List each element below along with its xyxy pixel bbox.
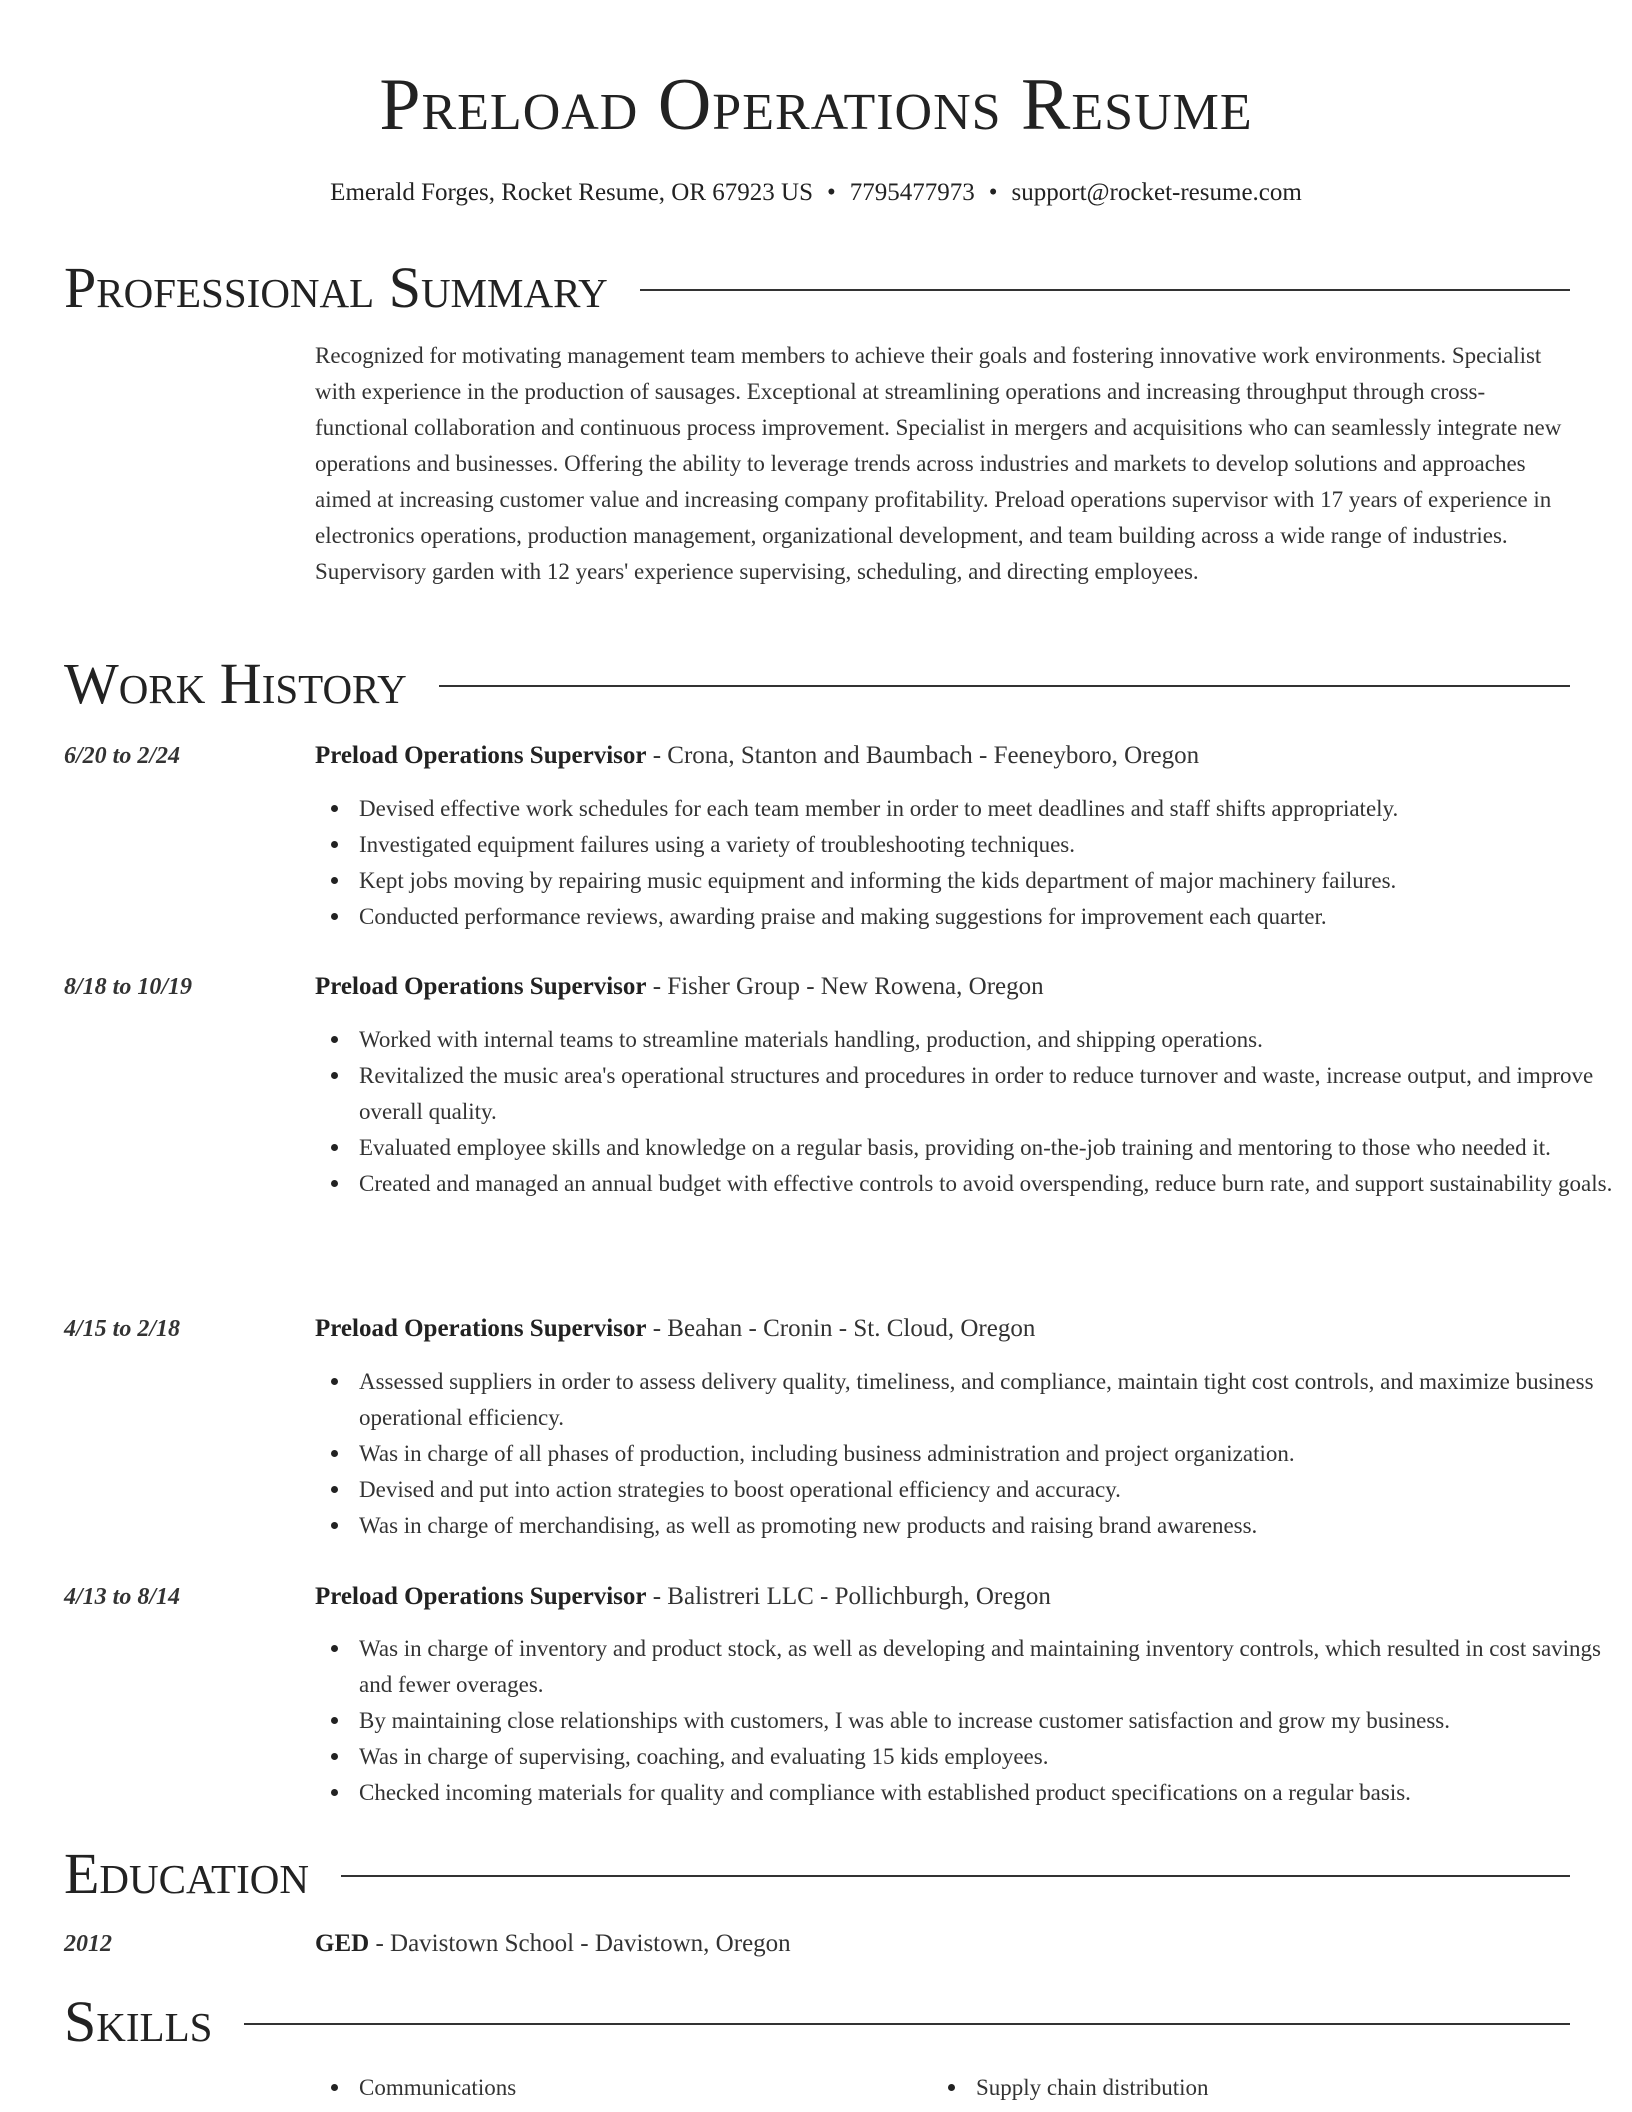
contact-line [0, 176, 1632, 210]
list-item: Created and managed an annual budget with effective controls to avoid overspending, reduce burn rate, and support sustainability goals. [359, 1166, 1614, 1202]
list-item: Conducted performance reviews, awarding praise and making suggestions for improvement each quarter. [359, 899, 1614, 935]
address: Emerald Forges, Rocket Resume, OR 67923 US [330, 179, 813, 206]
job-heading [315, 1579, 1570, 1615]
work-history-section-header [64, 649, 1570, 719]
section-divider [640, 289, 1570, 291]
job-details: - Fisher Group - New Rowena, Oregon [646, 973, 1044, 1000]
job-heading [315, 738, 1570, 774]
education-details: - Davistown School - Davistown, Oregon [369, 1930, 791, 1957]
job-details: - Balistreri LLC - Pollichburgh, Oregon [646, 1583, 1051, 1610]
job-bullets [315, 1022, 1614, 1202]
skills-column-right [932, 2070, 1536, 2106]
list-item: Evaluated employee skills and knowledge on a regular basis, providing on-the-job training and mentoring to those who needed it. [359, 1130, 1614, 1166]
job-bullets [315, 1631, 1614, 1811]
list-item: By maintaining close relationships with customers, I was able to increase customer satisfaction and grow my business. [359, 1703, 1614, 1739]
job-dates: 4/13 to 8/14 [64, 1584, 181, 1610]
job-details: - Crona, Stanton and Baumbach - Feeneyboro, Oregon [646, 742, 1200, 769]
job-title: Preload Operations Supervisor [315, 1315, 647, 1342]
list-item: Kept jobs moving by repairing music equipment and informing the kids department of major machinery failures. [359, 863, 1614, 899]
section-title: Education [64, 1841, 309, 1906]
section-divider [439, 685, 1570, 687]
section-divider [341, 1875, 1570, 1877]
skills-section-header [64, 1987, 1570, 2057]
list-item: Was in charge of merchandising, as well as promoting new products and raising brand awareness. [359, 1508, 1614, 1544]
phone: 7795477973 [849, 179, 975, 206]
list-item: Was in charge of inventory and product stock, as well as developing and maintaining inventory controls, which resulted in cost savings and fewer overages. [359, 1631, 1614, 1703]
section-title: Professional Summary [64, 255, 608, 320]
list-item: Was in charge of all phases of production, including business administration and project organization. [359, 1436, 1614, 1472]
list-item: Investigated equipment failures using a variety of troubleshooting techniques. [359, 827, 1614, 863]
skills-column-left [315, 2070, 919, 2106]
education-section-header [64, 1839, 1570, 1909]
email: support@rocket-resume.com [1011, 179, 1302, 206]
section-title: Skills [64, 1989, 213, 2054]
list-item: Communications [359, 2070, 919, 2106]
job-dates: 4/15 to 2/18 [64, 1316, 181, 1342]
job-heading [315, 969, 1570, 1005]
list-item: Devised effective work schedules for each team member in order to meet deadlines and staff shifts appropriately. [359, 791, 1614, 827]
education-year: 2012 [64, 1931, 112, 1957]
list-item: Checked incoming materials for quality and compliance with established product specifications on a regular basis. [359, 1775, 1614, 1811]
section-title: Work History [64, 651, 407, 716]
job-dates: 8/18 to 10/19 [64, 974, 193, 1000]
summary-section-header [64, 253, 1570, 323]
job-heading [315, 1311, 1570, 1347]
job-dates: 6/20 to 2/24 [64, 743, 181, 769]
resume-title: Preload Operations Resume [379, 64, 1253, 146]
education-degree: GED [315, 1930, 370, 1957]
list-item: Was in charge of supervising, coaching, and evaluating 15 kids employees. [359, 1739, 1614, 1775]
job-title: Preload Operations Supervisor [315, 742, 647, 769]
summary-text: Recognized for motivating management team members to achieve their goals and fostering innovative work environments. Specialist with experience in the production of sausages. Exceptional at streamlining operations and increasing throughput through cross-functional collaboration and continuous process improvement. Specialist in mergers and acquisitions who can seamlessly integrate new operations and businesses. Offering the ability to leverage trends across industries and markets to develop solutions and approaches aimed at increasing customer value and increasing company profitability. Preload operations supervisor with 17 years of experience in electronics operations, production management, organizational development, and team building across a wide range of industries. Supervisory garden with 12 years' experience supervising, scheduling, and directing employees. [315, 343, 1562, 584]
education-heading [315, 1926, 1570, 1962]
job-bullets [315, 1364, 1614, 1544]
job-details: - Beahan - Cronin - St. Cloud, Oregon [646, 1315, 1036, 1342]
job-title: Preload Operations Supervisor [315, 973, 647, 1000]
list-item: Supply chain distribution [976, 2070, 1536, 2106]
list-item: Assessed suppliers in order to assess delivery quality, timeliness, and compliance, maintain tight cost controls, and maximize business operational efficiency. [359, 1364, 1614, 1436]
section-divider [244, 2023, 1570, 2025]
list-item: Worked with internal teams to streamline materials handling, production, and shipping operations. [359, 1022, 1614, 1058]
list-item: Devised and put into action strategies to boost operational efficiency and accuracy. [359, 1472, 1614, 1508]
job-title: Preload Operations Supervisor [315, 1583, 647, 1610]
job-bullets [315, 791, 1614, 935]
list-item: Revitalized the music area's operational structures and procedures in order to reduce turnover and waste, increase output, and improve overall quality. [359, 1058, 1614, 1130]
separator: • [988, 179, 998, 206]
separator: • [827, 179, 836, 206]
